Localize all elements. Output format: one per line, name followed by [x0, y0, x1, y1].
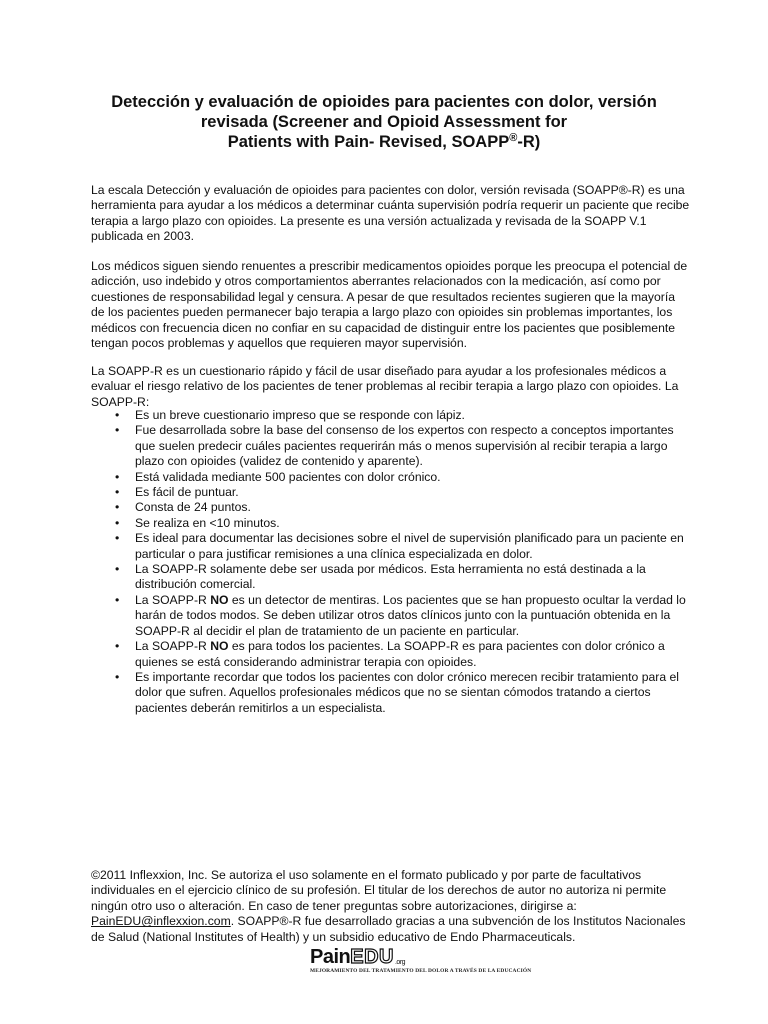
logo-word-edu: EDU — [350, 946, 394, 968]
bullet-icon: • — [115, 500, 120, 515]
list-item-emphasis: NO — [210, 639, 229, 654]
list-item — [115, 562, 690, 593]
title-line-2: revisada (Screener and Opioid Assessment for — [200, 113, 568, 131]
list-item-text-pre: La SOAPP-R — [135, 592, 211, 607]
list-item-text-post: es para todos los pacientes. La SOAPP-R es para pacientes con dolor crónico a quienes se está considerando administrar terapia con opioides. — [135, 639, 665, 669]
list-item-text: Es ideal para documentar las decisiones sobre el nivel de supervisión planificado para un paciente en particular o para justificar remisiones a una clínica especializada en dolor. — [135, 531, 684, 561]
list-item — [115, 408, 690, 423]
bullet-icon: • — [115, 669, 120, 684]
bullet-icon: • — [115, 423, 120, 438]
logo-tagline: MEJORAMIENTO DEL TRATAMIENTO DEL DOLOR A TRAVÉS DE LA EDUCACIÓN — [310, 968, 532, 974]
bullet-icon: • — [115, 469, 120, 484]
logo-word-pain: Pain — [310, 946, 351, 968]
list-item-text: Es un breve cuestionario impreso que se responde con lápiz. — [135, 408, 465, 422]
bullet-icon: • — [115, 408, 120, 422]
title-line-3-end: -R) — [517, 133, 541, 151]
bullet-icon: • — [115, 639, 120, 654]
email-link[interactable]: PainEDU@inflexxion.com — [91, 914, 231, 929]
painedu-logo — [308, 946, 532, 980]
bullet-icon: • — [115, 562, 120, 577]
list-item-emphasis: NO — [210, 592, 229, 607]
list-item-text-pre: La SOAPP-R — [135, 639, 211, 654]
title-line-1: Detección y evaluación de opioides para pacientes con dolor, versión — [111, 93, 657, 111]
list-item-text: Es fácil de puntuar. — [135, 485, 239, 500]
copyright-footer — [91, 868, 691, 945]
features-list — [115, 408, 690, 716]
title-line-3 — [60, 132, 708, 152]
list-item-text: La SOAPP-R solamente debe ser usada por médicos. Esta herramienta no está destinada a la distribución comercial. — [135, 562, 646, 592]
reluctance-paragraph: Los médicos siguen siendo renuentes a prescribir medicamentos opioides porque les preocupa el potencial de adicción, uso indebido y otros comportamientos aberrantes relacionados con la medicación, así como por cuestiones de responsabilidad legal y censura. A pesar de que resultados recientes sugieren que la mayoría de los pacientes pueden permanecer bajo terapia a largo plazo con opioides sin problemas importantes, los médicos con frecuencia dicen no confiar en su capacidad de distinguir entre los pacientes que posiblemente tengan pocos problemas y aquellos que requieren mayor supervisión. — [91, 259, 688, 351]
list-item — [115, 516, 690, 531]
list-item — [115, 500, 690, 515]
bullet-icon: • — [115, 515, 120, 530]
list-item-text-post: es un detector de mentiras. Los pacientes que se han propuesto ocultar la verdad lo harán de todos modos. Se deben utilizar otros datos clínicos junto con la puntuación obtenida en la SOAPP-R al decidir el plan de tratamiento de un paciente en particular. — [135, 592, 686, 638]
intro-paragraph: La escala Detección y evaluación de opioides para pacientes con dolor, versión revisada (SOAPP®-R) es una herramienta para ayudar a los médicos a determinar cuánta supervisión podría requerir un paciente que recibe terapia a largo plazo con opioides. La presente es una versión actualizada y revisada de la SOAPP V.1 publicada en 2003. — [91, 183, 690, 244]
list-item — [115, 485, 690, 500]
list-item-text: Es importante recordar que todos los pacientes con dolor crónico merecen recibir tratamiento para el dolor que sufren. Aquellos profesionales médicos que no se sientan cómodos tratando a ciertos pacientes deberán remitirlos a un especialista. — [135, 669, 679, 715]
list-item — [115, 470, 690, 485]
list-item — [115, 423, 690, 469]
logo-wordmark — [310, 946, 405, 969]
bullet-icon: • — [115, 531, 120, 546]
footer-text-before-link: ©2011 Inflexxion, Inc. Se autoriza el uso solamente en el formato publicado y por parte de facultativos individuales en el ejercicio clínico de su profesión. El titular de los derechos de autor no autoriza ni permite ningún otro uso o alteración. En caso de tener preguntas sobre autorizaciones, dirigirse a: — [91, 868, 667, 913]
list-item — [115, 531, 690, 562]
list-item-text: Se realiza en <10 minutos. — [135, 515, 280, 530]
list-item — [115, 639, 690, 670]
list-item — [115, 670, 690, 716]
logo-suffix: .org — [394, 959, 406, 966]
list-item — [115, 593, 690, 639]
footer-text-after-link: . SOAPP®-R fue desarrollado gracias a una subvención de los Institutos Nacionales de Salud (National Institutes of Health) y un subsidio educativo de Endo Pharmaceuticals. — [91, 914, 686, 944]
title-line-3-main: Patients with Pain- Revised, SOAPP — [227, 133, 510, 151]
registered-mark: ® — [509, 132, 518, 144]
bullet-icon: • — [115, 485, 120, 500]
list-item-text: Fue desarrollada sobre la base del consenso de los expertos con respecto a conceptos importantes que suelen predecir cuáles pacientes requerirán más o menos supervisión al recibir terapia a largo plazo con opioides (validez de contenido y aparente). — [135, 423, 674, 469]
document-title — [60, 92, 708, 152]
bullet-icon: • — [115, 592, 120, 607]
list-item-text: Consta de 24 puntos. — [135, 500, 251, 515]
soapp-description-paragraph: La SOAPP-R es un cuestionario rápido y fácil de usar diseñado para ayudar a los profesionales médicos a evaluar el riesgo relativo de los pacientes de tener problemas al recibir terapia a largo plazo con opioides. La SOAPP-R: — [91, 364, 679, 409]
list-item-text: Está validada mediante 500 pacientes con dolor crónico. — [135, 469, 441, 484]
